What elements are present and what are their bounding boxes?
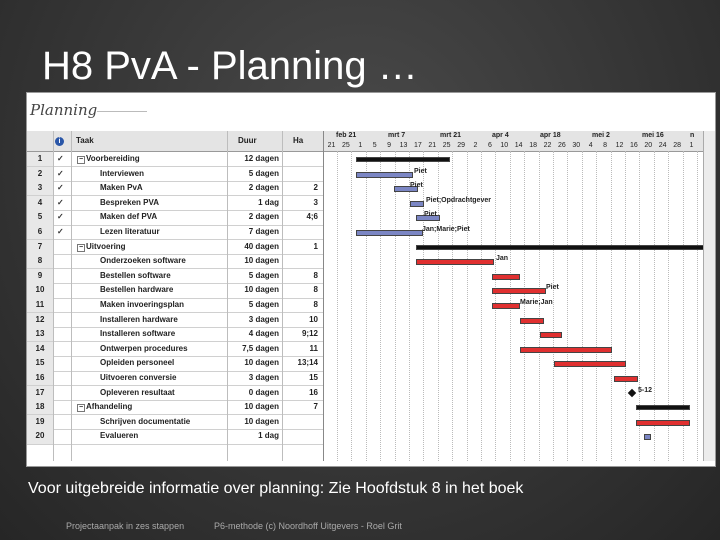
row-number[interactable]: 14 xyxy=(27,342,54,357)
check-icon: ✓ xyxy=(57,183,64,193)
gantt-gridline xyxy=(524,151,525,461)
collapse-icon[interactable]: − xyxy=(78,243,84,251)
row-number[interactable]: 18 xyxy=(27,400,54,415)
gantt-task-bar[interactable] xyxy=(410,201,424,207)
gantt-gridline xyxy=(697,151,698,461)
task-column-header[interactable]: Taak xyxy=(76,136,94,145)
resource-label: Piet;Opdrachtgever xyxy=(426,196,491,204)
check-icon xyxy=(57,415,69,430)
timescale-day-label: 1 xyxy=(689,142,694,149)
task-duration[interactable]: 0 dagen xyxy=(248,387,279,397)
gantt-gridline xyxy=(366,151,367,461)
task-name[interactable]: Voorbereiding xyxy=(86,154,140,163)
gantt-task-bar[interactable] xyxy=(554,361,626,367)
timescale-day-label: 26 xyxy=(557,142,566,149)
gantt-task-bar[interactable] xyxy=(492,288,546,294)
row-number[interactable]: 1 xyxy=(27,152,54,167)
task-name[interactable]: Bespreken PVA xyxy=(100,197,159,207)
row-number[interactable]: 20 xyxy=(27,429,54,444)
check-icon xyxy=(57,356,69,371)
check-icon xyxy=(57,327,69,342)
check-icon xyxy=(57,371,69,386)
check-icon xyxy=(57,240,69,255)
row-number[interactable]: 8 xyxy=(27,254,54,269)
task-name[interactable]: Onderzoeken software xyxy=(100,256,186,266)
task-predecessors[interactable]: 7 xyxy=(313,402,318,412)
gantt-gridline xyxy=(351,151,352,461)
task-predecessors[interactable]: 11 xyxy=(309,343,318,353)
task-name[interactable]: Maken invoeringsplan xyxy=(100,300,185,309)
check-icon xyxy=(57,386,69,401)
collapse-icon[interactable]: − xyxy=(78,404,84,412)
timescale-day-label: 8 xyxy=(603,142,608,149)
check-icon: ✓ xyxy=(57,197,64,207)
task-predecessors[interactable]: 16 xyxy=(309,387,318,397)
task-name[interactable]: Evalueren xyxy=(100,431,139,441)
vertical-scrollbar[interactable] xyxy=(703,131,715,461)
task-duration[interactable]: 1 dag xyxy=(258,197,279,207)
footer-left: Projectaanpak in zes stappen xyxy=(66,521,185,531)
task-name[interactable]: Opleveren resultaat xyxy=(100,387,175,397)
task-duration[interactable]: 1 dag xyxy=(258,431,279,441)
task-predecessors[interactable] xyxy=(284,167,320,182)
timescale-week-label: apr 4 xyxy=(492,132,509,139)
task-name[interactable]: Installeren software xyxy=(100,329,176,339)
gantt-gridline xyxy=(625,151,626,461)
timescale-week-label: mei 2 xyxy=(592,132,610,139)
row-number[interactable]: 10 xyxy=(27,283,54,298)
timescale-day-label: 20 xyxy=(644,142,653,149)
slide-title: H8 PvA - Planning … xyxy=(42,44,418,88)
row-number[interactable]: 12 xyxy=(27,313,54,328)
check-icon: ✓ xyxy=(57,154,64,163)
timescale-week-label: mei 16 xyxy=(642,132,664,139)
timescale-day-label: 4 xyxy=(588,142,593,149)
task-predecessors[interactable] xyxy=(284,429,320,444)
task-duration[interactable]: 5 dagen xyxy=(248,300,279,309)
task-predecessors[interactable] xyxy=(284,225,320,240)
task-predecessors[interactable]: 8 xyxy=(313,300,318,309)
task-name[interactable]: Afhandeling xyxy=(86,402,133,412)
task-predecessors[interactable]: 2 xyxy=(313,183,318,193)
task-name[interactable]: Schrijven documentatie xyxy=(100,416,191,426)
grid-divider xyxy=(71,131,72,461)
resource-label: Piet xyxy=(414,167,427,175)
row-number[interactable]: 4 xyxy=(27,196,54,211)
timescale-day-label: 21 xyxy=(327,142,336,149)
gantt-gridline xyxy=(553,151,554,461)
task-duration[interactable]: 5 dagen xyxy=(248,270,279,280)
task-name[interactable]: Interviewen xyxy=(100,168,145,178)
timescale-day-label: 25 xyxy=(442,142,451,149)
timescale-day-label: 22 xyxy=(543,142,552,149)
gantt-gridline xyxy=(654,151,655,461)
check-icon xyxy=(57,429,69,444)
gantt-gridline xyxy=(567,151,568,461)
gantt-gridline xyxy=(380,151,381,461)
timescale-day-label: 10 xyxy=(500,142,509,149)
row-number[interactable]: 9 xyxy=(27,269,54,284)
task-duration[interactable]: 10 dagen xyxy=(244,358,279,368)
timescale-day-label: 9 xyxy=(387,142,392,149)
resource-label: Marie;Jan xyxy=(520,299,553,306)
gantt-task-bar[interactable] xyxy=(644,434,651,440)
gantt-summary-bar[interactable] xyxy=(416,245,704,250)
check-icon xyxy=(57,269,69,284)
row-number[interactable]: 6 xyxy=(27,225,54,240)
timescale-week-label: n xyxy=(690,132,695,139)
timescale-day-label: 1 xyxy=(358,142,363,149)
timescale-week-label: apr 18 xyxy=(540,132,561,139)
task-duration[interactable]: 10 dagen xyxy=(244,256,279,266)
milestone-diamond[interactable] xyxy=(628,388,636,396)
gantt-gridline xyxy=(337,151,338,461)
row-number[interactable]: 2 xyxy=(27,167,54,182)
task-name[interactable]: Installeren hardware xyxy=(100,314,178,324)
task-duration[interactable]: 4 dagen xyxy=(248,329,279,339)
task-predecessors[interactable]: 4;6 xyxy=(306,212,318,222)
row-number[interactable]: 11 xyxy=(27,298,54,313)
row-number[interactable]: 7 xyxy=(27,240,54,255)
task-predecessors[interactable]: 1 xyxy=(313,241,318,251)
footer-right: P6-methode (c) Noordhoff Uitgevers - Roel Grit xyxy=(214,521,402,531)
task-duration[interactable]: 12 dagen xyxy=(244,154,279,163)
task-name[interactable]: Bestellen hardware xyxy=(100,285,174,295)
check-icon xyxy=(57,283,69,298)
task-name[interactable]: Uitvoering xyxy=(86,241,126,251)
row-number[interactable]: 13 xyxy=(27,327,54,342)
check-icon xyxy=(57,298,69,313)
gantt-gridline xyxy=(409,151,410,461)
gantt-gridline xyxy=(596,151,597,461)
timescale-day-label: 2 xyxy=(473,142,478,149)
timescale-day-label: 12 xyxy=(615,142,624,149)
task-duration[interactable]: 10 dagen xyxy=(244,416,279,426)
gantt-task-bar[interactable] xyxy=(356,230,423,236)
task-name[interactable]: Lezen literatuur xyxy=(100,227,160,236)
timescale-day-label: 5 xyxy=(372,142,377,149)
gantt-task-bar[interactable] xyxy=(492,303,520,309)
task-duration[interactable]: 3 dagen xyxy=(248,373,279,382)
timescale-day-label: 6 xyxy=(487,142,492,149)
grid-divider xyxy=(227,131,228,461)
gantt-gridline xyxy=(668,151,669,461)
check-icon xyxy=(57,254,69,269)
task-predecessors[interactable] xyxy=(284,415,320,430)
timescale-day-label: 30 xyxy=(572,142,581,149)
check-icon: ✓ xyxy=(57,168,64,178)
timescale-day-label: 28 xyxy=(673,142,681,149)
duration-column-header[interactable]: Duur xyxy=(238,136,257,145)
check-icon: ✓ xyxy=(57,227,64,236)
task-predecessors[interactable]: 15 xyxy=(309,373,318,382)
task-name[interactable]: Maken PvA xyxy=(100,183,143,193)
screenshot-title: Planning xyxy=(30,101,98,119)
resource-label: 5-12 xyxy=(638,386,653,394)
task-duration[interactable]: 10 dagen xyxy=(244,402,279,412)
gantt-gridline xyxy=(683,151,684,461)
gantt-summary-bar[interactable] xyxy=(636,405,690,410)
check-icon xyxy=(57,342,69,357)
timescale-week-label: mrt 21 xyxy=(440,132,462,139)
gantt-gridline xyxy=(395,151,396,461)
gantt-gridline xyxy=(611,151,612,461)
task-predecessors[interactable] xyxy=(284,152,320,167)
task-duration[interactable]: 5 dagen xyxy=(248,168,279,178)
gantt-task-bar[interactable] xyxy=(416,259,494,265)
task-predecessors[interactable]: 8 xyxy=(313,285,318,295)
timescale-week-label: mrt 7 xyxy=(388,132,406,139)
task-duration[interactable]: 2 dagen xyxy=(248,212,279,222)
timescale-week-label: feb 21 xyxy=(336,132,357,139)
resource-label: Jan;Marie;Piet xyxy=(422,226,470,233)
task-predecessors[interactable]: 13;14 xyxy=(297,358,318,368)
timescale-day-label: 14 xyxy=(514,142,523,149)
gantt-gridline xyxy=(582,151,583,461)
gantt-task-bar[interactable] xyxy=(520,347,612,353)
timescale-day-label: 21 xyxy=(428,142,437,149)
check-icon: ✓ xyxy=(57,212,64,222)
timescale-day-label: 29 xyxy=(457,142,465,149)
gantt-chart xyxy=(323,131,704,461)
task-name[interactable]: Bestellen software xyxy=(100,270,171,280)
check-icon xyxy=(57,313,69,328)
timescale-day-label: 25 xyxy=(341,142,350,149)
task-duration[interactable]: 2 dagen xyxy=(248,183,279,193)
gantt-summary-bar[interactable] xyxy=(356,157,450,162)
timescale-day-label: 24 xyxy=(658,142,667,149)
gantt-task-bar[interactable] xyxy=(520,318,544,324)
timescale-day-label: 17 xyxy=(413,142,422,149)
gantt-task-bar[interactable] xyxy=(540,332,562,338)
task-predecessors[interactable] xyxy=(284,254,320,269)
task-predecessors[interactable]: 3 xyxy=(313,197,318,207)
task-name[interactable]: Opleiden personeel xyxy=(100,358,175,368)
predecessors-column-header[interactable]: Ha xyxy=(293,136,304,145)
task-duration[interactable]: 40 dagen xyxy=(244,241,279,251)
task-name[interactable]: Maken def PVA xyxy=(100,212,158,222)
task-name[interactable]: Ontwerpen procedures xyxy=(100,343,188,353)
task-duration[interactable]: 3 dagen xyxy=(248,314,279,324)
gantt-gridline xyxy=(423,151,424,461)
gantt-task-bar[interactable] xyxy=(492,274,520,280)
grid-divider xyxy=(53,131,54,461)
info-icon: i xyxy=(55,137,64,146)
task-predecessors[interactable]: 8 xyxy=(313,270,318,280)
task-predecessors[interactable]: 9;12 xyxy=(301,329,318,339)
resource-label: Piet xyxy=(424,211,437,219)
slide-caption: Voor uitgebreide informatie over planning: Zie Hoofdstuk 8 in het boek xyxy=(28,480,524,497)
gantt-task-bar[interactable] xyxy=(614,376,638,382)
row-number[interactable]: 15 xyxy=(27,356,54,371)
title-rule xyxy=(97,111,147,112)
row-number[interactable]: 17 xyxy=(27,386,54,401)
row-number[interactable]: 16 xyxy=(27,371,54,386)
timescale-day-label: 16 xyxy=(629,142,638,149)
row-number[interactable]: 3 xyxy=(27,181,54,196)
gantt-gridline xyxy=(639,151,640,461)
task-duration[interactable]: 10 dagen xyxy=(244,285,279,295)
row-number[interactable]: 5 xyxy=(27,210,54,225)
resource-label: Jan xyxy=(496,255,509,263)
grid-divider xyxy=(282,131,283,461)
task-name[interactable]: Uitvoeren conversie xyxy=(100,373,177,382)
timescale-day-label: 13 xyxy=(399,142,408,149)
gantt-task-bar[interactable] xyxy=(636,420,690,426)
timescale-day-label: 18 xyxy=(529,142,537,149)
check-icon xyxy=(57,400,69,415)
gantt-task-bar[interactable] xyxy=(356,172,413,178)
resource-label: Piet xyxy=(410,182,423,190)
task-predecessors[interactable]: 10 xyxy=(309,314,318,324)
gantt-gridline xyxy=(539,151,540,461)
collapse-icon[interactable]: − xyxy=(78,156,84,163)
row-number[interactable]: 19 xyxy=(27,415,54,430)
task-duration[interactable]: 7,5 dagen xyxy=(242,343,279,353)
planning-screenshot xyxy=(26,92,716,467)
resource-label: Piet xyxy=(546,284,559,292)
info-column-header[interactable] xyxy=(55,134,67,149)
task-duration[interactable]: 7 dagen xyxy=(248,227,279,236)
